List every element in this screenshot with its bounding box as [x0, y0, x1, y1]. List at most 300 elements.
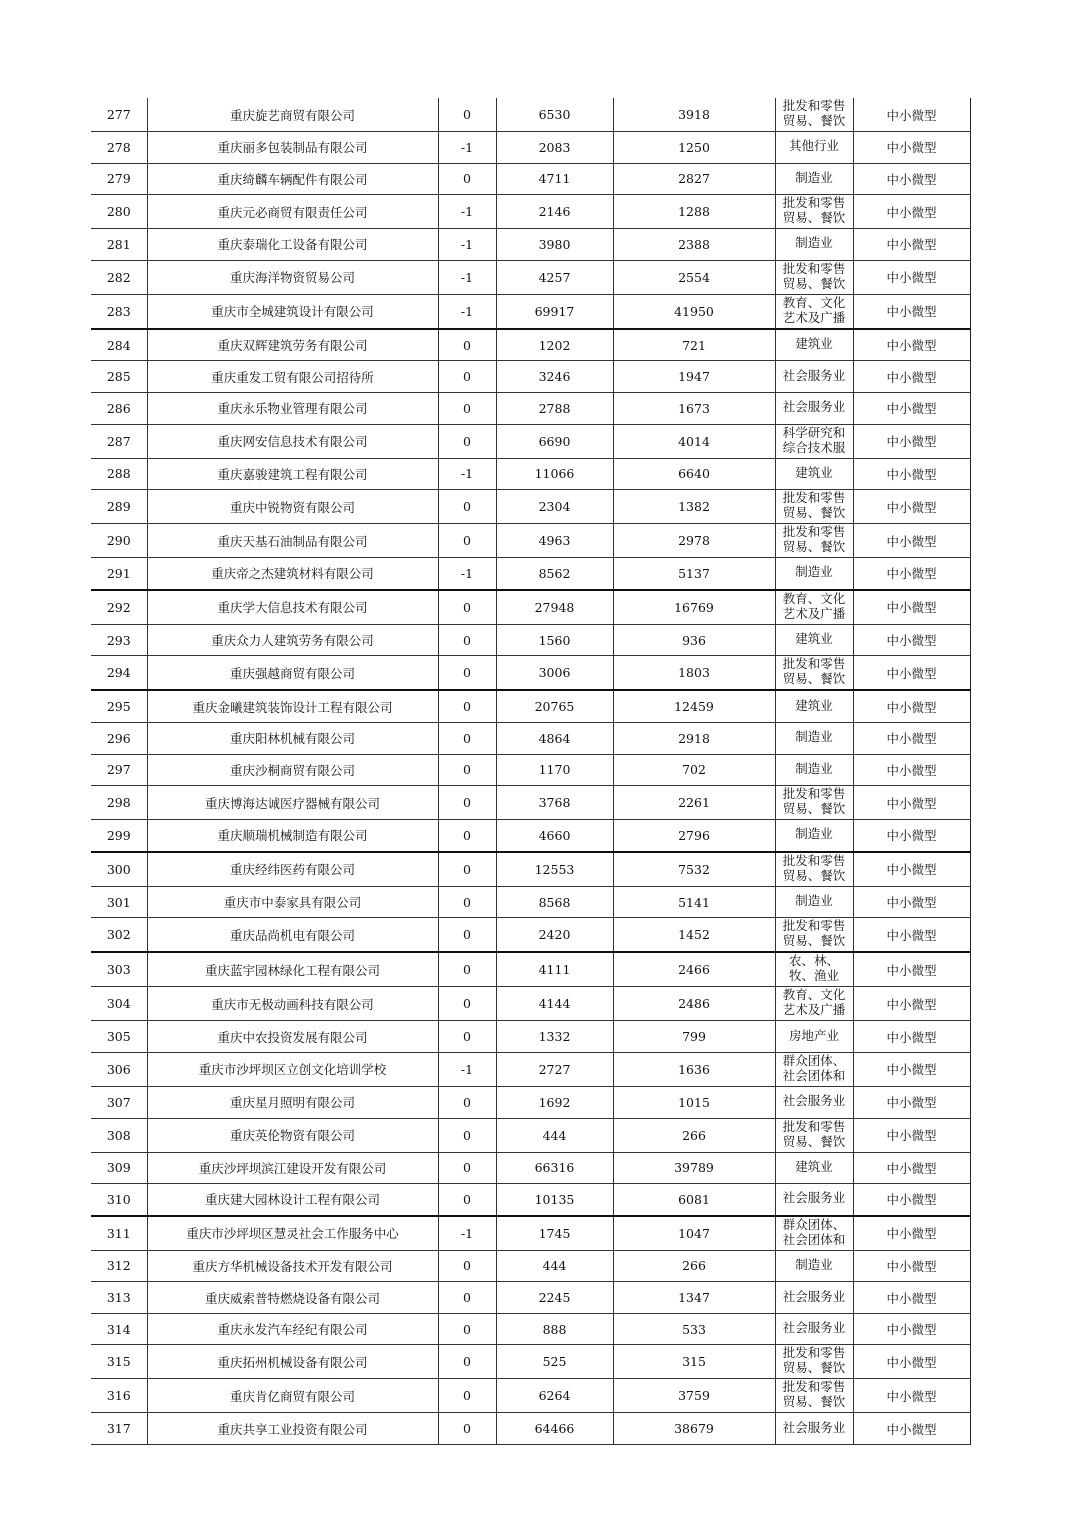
change-value-cell: -1: [438, 132, 496, 164]
industry-label: 制造业: [795, 169, 833, 185]
amount-b-cell: 41950: [613, 294, 775, 329]
industry-cell: [775, 1052, 853, 1086]
change-value-cell: 0: [438, 690, 496, 722]
row-number-cell: 317: [91, 1413, 147, 1445]
amount-b-cell: 721: [613, 329, 775, 361]
amount-a-cell: 2727: [496, 1052, 613, 1086]
company-name-cell: 重庆方华机械设备技术开发有限公司: [147, 1250, 438, 1282]
enterprise-size-cell: 中小微型: [853, 361, 970, 393]
amount-a-cell: 27948: [496, 590, 613, 625]
amount-a-cell: 3980: [496, 229, 613, 261]
row-number-cell: 279: [91, 163, 147, 195]
company-name-cell: 重庆市沙坪坝区立创文化培训学校: [147, 1052, 438, 1086]
row-number-cell: 311: [91, 1216, 147, 1251]
enterprise-size-cell: 中小微型: [853, 852, 970, 887]
amount-b-cell: 6081: [613, 1184, 775, 1216]
amount-a-cell: 4864: [496, 722, 613, 754]
company-name-cell: 重庆沙坪坝滨江建设开发有限公司: [147, 1152, 438, 1184]
industry-cell: [775, 852, 853, 887]
amount-b-cell: 16769: [613, 590, 775, 625]
data-table: [91, 98, 971, 1445]
row-number-cell: 307: [91, 1086, 147, 1118]
change-value-cell: -1: [438, 195, 496, 229]
industry-cell: [775, 98, 853, 132]
table-row: [91, 329, 970, 361]
industry-label: 社会服务业: [782, 1190, 846, 1206]
amount-b-cell: 1347: [613, 1282, 775, 1314]
change-value-cell: 0: [438, 987, 496, 1021]
industry-label: 群众团体、社会团体和: [782, 1216, 846, 1247]
table-body: [91, 98, 970, 1445]
row-number-cell: 292: [91, 590, 147, 625]
change-value-cell: 0: [438, 392, 496, 424]
change-value-cell: 0: [438, 590, 496, 625]
company-name-cell: 重庆拓州机械设备有限公司: [147, 1345, 438, 1379]
company-name-cell: 重庆共享工业投资有限公司: [147, 1413, 438, 1445]
enterprise-size-cell: 中小微型: [853, 98, 970, 132]
change-value-cell: 0: [438, 524, 496, 558]
amount-b-cell: 1803: [613, 656, 775, 691]
row-number-cell: 288: [91, 458, 147, 490]
enterprise-size-cell: 中小微型: [853, 1313, 970, 1345]
amount-b-cell: 5141: [613, 886, 775, 918]
row-number-cell: 315: [91, 1345, 147, 1379]
enterprise-size-cell: 中小微型: [853, 1152, 970, 1184]
amount-b-cell: 2827: [613, 163, 775, 195]
industry-label: 制造业: [795, 1256, 833, 1272]
row-number-cell: 306: [91, 1052, 147, 1086]
change-value-cell: 0: [438, 754, 496, 786]
table-row: [91, 1118, 970, 1152]
amount-b-cell: 2466: [613, 952, 775, 987]
industry-cell: [775, 886, 853, 918]
company-name-cell: 重庆威索普特燃烧设备有限公司: [147, 1282, 438, 1314]
change-value-cell: 0: [438, 424, 496, 458]
amount-a-cell: 2083: [496, 132, 613, 164]
industry-cell: [775, 690, 853, 722]
amount-b-cell: 2554: [613, 260, 775, 294]
enterprise-size-cell: 中小微型: [853, 294, 970, 329]
industry-label: 制造业: [795, 729, 833, 745]
industry-cell: [775, 424, 853, 458]
company-name-cell: 重庆帝之杰建筑材料有限公司: [147, 558, 438, 590]
amount-b-cell: 38679: [613, 1413, 775, 1445]
industry-label: 农、林、牧、渔业: [788, 953, 839, 984]
change-value-cell: 0: [438, 1313, 496, 1345]
row-number-cell: 295: [91, 690, 147, 722]
enterprise-size-cell: 中小微型: [853, 163, 970, 195]
amount-a-cell: 4711: [496, 163, 613, 195]
row-number-cell: 314: [91, 1313, 147, 1345]
industry-cell: [775, 294, 853, 329]
change-value-cell: -1: [438, 294, 496, 329]
change-value-cell: 0: [438, 1118, 496, 1152]
table-row: [91, 1379, 970, 1413]
amount-b-cell: 1947: [613, 361, 775, 393]
row-number-cell: 302: [91, 918, 147, 953]
change-value-cell: 0: [438, 1345, 496, 1379]
industry-cell: [775, 820, 853, 852]
table-row: [91, 361, 970, 393]
company-name-cell: 重庆英伦物资有限公司: [147, 1118, 438, 1152]
enterprise-size-cell: 中小微型: [853, 329, 970, 361]
company-name-cell: 重庆双辉建筑劳务有限公司: [147, 329, 438, 361]
industry-cell: [775, 1184, 853, 1216]
amount-b-cell: 1047: [613, 1216, 775, 1251]
industry-label: 批发和零售贸易、餐饮: [782, 524, 846, 555]
table-row: [91, 163, 970, 195]
change-value-cell: 0: [438, 1250, 496, 1282]
industry-label: 教育、文化艺术及广播: [782, 590, 846, 621]
change-value-cell: 0: [438, 852, 496, 887]
change-value-cell: 0: [438, 329, 496, 361]
row-number-cell: 304: [91, 987, 147, 1021]
table-row: [91, 98, 970, 132]
company-name-cell: 重庆中农投资发展有限公司: [147, 1021, 438, 1053]
row-number-cell: 303: [91, 952, 147, 987]
row-number-cell: 286: [91, 392, 147, 424]
company-name-cell: 重庆天基石油制品有限公司: [147, 524, 438, 558]
amount-b-cell: 7532: [613, 852, 775, 887]
change-value-cell: -1: [438, 1216, 496, 1251]
company-name-cell: 重庆海洋物资贸易公司: [147, 260, 438, 294]
table-row: [91, 1216, 970, 1251]
amount-a-cell: 444: [496, 1118, 613, 1152]
industry-label: 教育、文化艺术及广播: [782, 294, 846, 325]
table-row: [91, 852, 970, 887]
enterprise-size-cell: 中小微型: [853, 886, 970, 918]
amount-a-cell: 1692: [496, 1086, 613, 1118]
row-number-cell: 297: [91, 754, 147, 786]
row-number-cell: 305: [91, 1021, 147, 1053]
change-value-cell: 0: [438, 98, 496, 132]
company-name-cell: 重庆中锐物资有限公司: [147, 490, 438, 524]
company-name-cell: 重庆市中泰家具有限公司: [147, 886, 438, 918]
company-name-cell: 重庆品尚机电有限公司: [147, 918, 438, 953]
amount-b-cell: 2486: [613, 987, 775, 1021]
enterprise-size-cell: 中小微型: [853, 754, 970, 786]
industry-label: 建筑业: [795, 464, 833, 480]
table-row: [91, 624, 970, 656]
change-value-cell: 0: [438, 722, 496, 754]
change-value-cell: 0: [438, 886, 496, 918]
company-name-cell: 重庆学大信息技术有限公司: [147, 590, 438, 625]
table-row: [91, 490, 970, 524]
amount-a-cell: 64466: [496, 1413, 613, 1445]
enterprise-size-cell: 中小微型: [853, 918, 970, 953]
industry-cell: [775, 1282, 853, 1314]
company-name-cell: 重庆沙桐商贸有限公司: [147, 754, 438, 786]
change-value-cell: -1: [438, 458, 496, 490]
amount-a-cell: 6530: [496, 98, 613, 132]
table-row: [91, 524, 970, 558]
row-number-cell: 283: [91, 294, 147, 329]
amount-a-cell: 8562: [496, 558, 613, 590]
row-number-cell: 291: [91, 558, 147, 590]
table-row: [91, 1282, 970, 1314]
company-name-cell: 重庆嘉骏建筑工程有限公司: [147, 458, 438, 490]
amount-a-cell: 1560: [496, 624, 613, 656]
amount-a-cell: 6690: [496, 424, 613, 458]
row-number-cell: 312: [91, 1250, 147, 1282]
amount-a-cell: 12553: [496, 852, 613, 887]
row-number-cell: 285: [91, 361, 147, 393]
industry-cell: [775, 1345, 853, 1379]
industry-label: 批发和零售贸易、餐饮: [782, 918, 846, 949]
table-row: [91, 754, 970, 786]
industry-cell: [775, 392, 853, 424]
table-row: [91, 690, 970, 722]
row-number-cell: 289: [91, 490, 147, 524]
table-row: [91, 558, 970, 590]
industry-label: 社会服务业: [782, 367, 846, 383]
table-row: [91, 886, 970, 918]
amount-b-cell: 1288: [613, 195, 775, 229]
industry-cell: [775, 952, 853, 987]
amount-b-cell: 266: [613, 1118, 775, 1152]
amount-a-cell: 10135: [496, 1184, 613, 1216]
industry-cell: [775, 1216, 853, 1251]
amount-b-cell: 1015: [613, 1086, 775, 1118]
amount-b-cell: 6640: [613, 458, 775, 490]
enterprise-size-cell: 中小微型: [853, 1052, 970, 1086]
amount-b-cell: 533: [613, 1313, 775, 1345]
enterprise-size-cell: 中小微型: [853, 820, 970, 852]
industry-cell: [775, 132, 853, 164]
company-name-cell: 重庆泰瑞化工设备有限公司: [147, 229, 438, 261]
table-row: [91, 1413, 970, 1445]
amount-a-cell: 20765: [496, 690, 613, 722]
industry-label: 批发和零售贸易、餐饮: [782, 260, 846, 291]
industry-cell: [775, 490, 853, 524]
enterprise-size-cell: 中小微型: [853, 458, 970, 490]
amount-a-cell: 2245: [496, 1282, 613, 1314]
company-name-cell: 重庆丽多包装制品有限公司: [147, 132, 438, 164]
row-number-cell: 287: [91, 424, 147, 458]
row-number-cell: 290: [91, 524, 147, 558]
amount-a-cell: 1745: [496, 1216, 613, 1251]
industry-label: 房地产业: [788, 1027, 839, 1043]
table-row: [91, 1152, 970, 1184]
industry-cell: [775, 1379, 853, 1413]
industry-cell: [775, 195, 853, 229]
industry-cell: [775, 1118, 853, 1152]
enterprise-size-cell: 中小微型: [853, 132, 970, 164]
industry-label: 建筑业: [795, 631, 833, 647]
table-row: [91, 987, 970, 1021]
industry-label: 制造业: [795, 564, 833, 580]
enterprise-size-cell: 中小微型: [853, 260, 970, 294]
change-value-cell: -1: [438, 229, 496, 261]
company-name-cell: 重庆顺瑞机械制造有限公司: [147, 820, 438, 852]
table-row: [91, 590, 970, 625]
amount-a-cell: 2146: [496, 195, 613, 229]
enterprise-size-cell: 中小微型: [853, 690, 970, 722]
company-name-cell: 重庆永乐物业管理有限公司: [147, 392, 438, 424]
table-row: [91, 820, 970, 852]
amount-a-cell: 1202: [496, 329, 613, 361]
table-row: [91, 1021, 970, 1053]
industry-label: 社会服务业: [782, 1288, 846, 1304]
industry-label: 批发和零售贸易、餐饮: [782, 1345, 846, 1376]
amount-a-cell: 525: [496, 1345, 613, 1379]
amount-b-cell: 39789: [613, 1152, 775, 1184]
company-name-cell: 重庆旋艺商贸有限公司: [147, 98, 438, 132]
industry-label: 制造业: [795, 893, 833, 909]
row-number-cell: 284: [91, 329, 147, 361]
company-name-cell: 重庆永发汽车经纪有限公司: [147, 1313, 438, 1345]
amount-b-cell: 2388: [613, 229, 775, 261]
industry-cell: [775, 786, 853, 820]
enterprise-size-cell: 中小微型: [853, 195, 970, 229]
change-value-cell: 0: [438, 656, 496, 691]
row-number-cell: 300: [91, 852, 147, 887]
enterprise-size-cell: 中小微型: [853, 490, 970, 524]
table-row: [91, 195, 970, 229]
table-row: [91, 424, 970, 458]
amount-a-cell: 8568: [496, 886, 613, 918]
industry-cell: [775, 1413, 853, 1445]
row-number-cell: 294: [91, 656, 147, 691]
amount-a-cell: 4963: [496, 524, 613, 558]
table-row: [91, 132, 970, 164]
industry-label: 建筑业: [795, 697, 833, 713]
industry-cell: [775, 656, 853, 691]
industry-label: 批发和零售贸易、餐饮: [782, 1118, 846, 1149]
company-name-cell: 重庆蓝宇园林绿化工程有限公司: [147, 952, 438, 987]
industry-cell: [775, 590, 853, 625]
industry-cell: [775, 163, 853, 195]
industry-cell: [775, 1021, 853, 1053]
change-value-cell: -1: [438, 1052, 496, 1086]
industry-cell: [775, 1086, 853, 1118]
row-number-cell: 313: [91, 1282, 147, 1314]
amount-a-cell: 6264: [496, 1379, 613, 1413]
enterprise-size-cell: 中小微型: [853, 656, 970, 691]
row-number-cell: 299: [91, 820, 147, 852]
amount-a-cell: 3768: [496, 786, 613, 820]
amount-a-cell: 4111: [496, 952, 613, 987]
industry-label: 批发和零售贸易、餐饮: [782, 852, 846, 883]
industry-label: 批发和零售贸易、餐饮: [782, 656, 846, 687]
industry-label: 批发和零售贸易、餐饮: [782, 1379, 846, 1410]
enterprise-size-cell: 中小微型: [853, 1021, 970, 1053]
industry-cell: [775, 918, 853, 953]
company-name-cell: 重庆建大园林设计工程有限公司: [147, 1184, 438, 1216]
industry-cell: [775, 754, 853, 786]
amount-a-cell: 1332: [496, 1021, 613, 1053]
industry-cell: [775, 458, 853, 490]
company-name-cell: 重庆博海达诚医疗器械有限公司: [147, 786, 438, 820]
row-number-cell: 308: [91, 1118, 147, 1152]
industry-cell: [775, 229, 853, 261]
amount-a-cell: 2788: [496, 392, 613, 424]
company-name-cell: 重庆重发工贸有限公司招待所: [147, 361, 438, 393]
amount-a-cell: 2304: [496, 490, 613, 524]
table-row: [91, 229, 970, 261]
change-value-cell: 0: [438, 1413, 496, 1445]
amount-a-cell: 69917: [496, 294, 613, 329]
table-row: [91, 952, 970, 987]
industry-cell: [775, 524, 853, 558]
enterprise-size-cell: 中小微型: [853, 558, 970, 590]
company-name-cell: 重庆网安信息技术有限公司: [147, 424, 438, 458]
table-row: [91, 294, 970, 329]
industry-label: 社会服务业: [782, 399, 846, 415]
row-number-cell: 296: [91, 722, 147, 754]
enterprise-size-cell: 中小微型: [853, 1184, 970, 1216]
industry-label: 社会服务业: [782, 1320, 846, 1336]
enterprise-size-cell: 中小微型: [853, 1345, 970, 1379]
industry-label: 制造业: [795, 235, 833, 251]
company-name-cell: 重庆绮麟车辆配件有限公司: [147, 163, 438, 195]
enterprise-size-cell: 中小微型: [853, 392, 970, 424]
change-value-cell: 0: [438, 490, 496, 524]
industry-cell: [775, 1313, 853, 1345]
industry-label: 教育、文化艺术及广播: [782, 987, 846, 1018]
industry-cell: [775, 361, 853, 393]
industry-label: 批发和零售贸易、餐饮: [782, 490, 846, 521]
amount-a-cell: 4257: [496, 260, 613, 294]
table-row: [91, 1313, 970, 1345]
industry-cell: [775, 329, 853, 361]
company-name-cell: 重庆强越商贸有限公司: [147, 656, 438, 691]
table-row: [91, 656, 970, 691]
enterprise-size-cell: 中小微型: [853, 424, 970, 458]
change-value-cell: 0: [438, 918, 496, 953]
enterprise-size-cell: 中小微型: [853, 1379, 970, 1413]
company-name-cell: 重庆市沙坪坝区慧灵社会工作服务中心: [147, 1216, 438, 1251]
amount-b-cell: 1636: [613, 1052, 775, 1086]
change-value-cell: 0: [438, 1282, 496, 1314]
amount-a-cell: 1170: [496, 754, 613, 786]
company-name-cell: 重庆金曦建筑装饰设计工程有限公司: [147, 690, 438, 722]
industry-label: 其他行业: [788, 138, 839, 154]
amount-a-cell: 4660: [496, 820, 613, 852]
company-name-cell: 重庆元必商贸有限责任公司: [147, 195, 438, 229]
change-value-cell: 0: [438, 1152, 496, 1184]
amount-a-cell: 2420: [496, 918, 613, 953]
change-value-cell: 0: [438, 163, 496, 195]
row-number-cell: 298: [91, 786, 147, 820]
amount-b-cell: 1673: [613, 392, 775, 424]
change-value-cell: 0: [438, 786, 496, 820]
table-row: [91, 918, 970, 953]
change-value-cell: 0: [438, 624, 496, 656]
amount-b-cell: 2261: [613, 786, 775, 820]
company-name-cell: 重庆星月照明有限公司: [147, 1086, 438, 1118]
company-name-cell: 重庆众力人建筑劳务有限公司: [147, 624, 438, 656]
company-name-cell: 重庆市无极动画科技有限公司: [147, 987, 438, 1021]
enterprise-size-cell: 中小微型: [853, 1086, 970, 1118]
table-row: [91, 1250, 970, 1282]
row-number-cell: 277: [91, 98, 147, 132]
amount-b-cell: 315: [613, 1345, 775, 1379]
industry-label: 科学研究和综合技术服: [782, 424, 846, 455]
industry-cell: [775, 558, 853, 590]
amount-a-cell: 444: [496, 1250, 613, 1282]
enterprise-size-cell: 中小微型: [853, 786, 970, 820]
amount-b-cell: 3759: [613, 1379, 775, 1413]
enterprise-size-cell: 中小微型: [853, 952, 970, 987]
industry-cell: [775, 1152, 853, 1184]
enterprise-size-cell: 中小微型: [853, 590, 970, 625]
amount-b-cell: 4014: [613, 424, 775, 458]
amount-a-cell: 3246: [496, 361, 613, 393]
amount-b-cell: 2796: [613, 820, 775, 852]
industry-label: 群众团体、社会团体和: [782, 1052, 846, 1083]
enterprise-size-cell: 中小微型: [853, 624, 970, 656]
